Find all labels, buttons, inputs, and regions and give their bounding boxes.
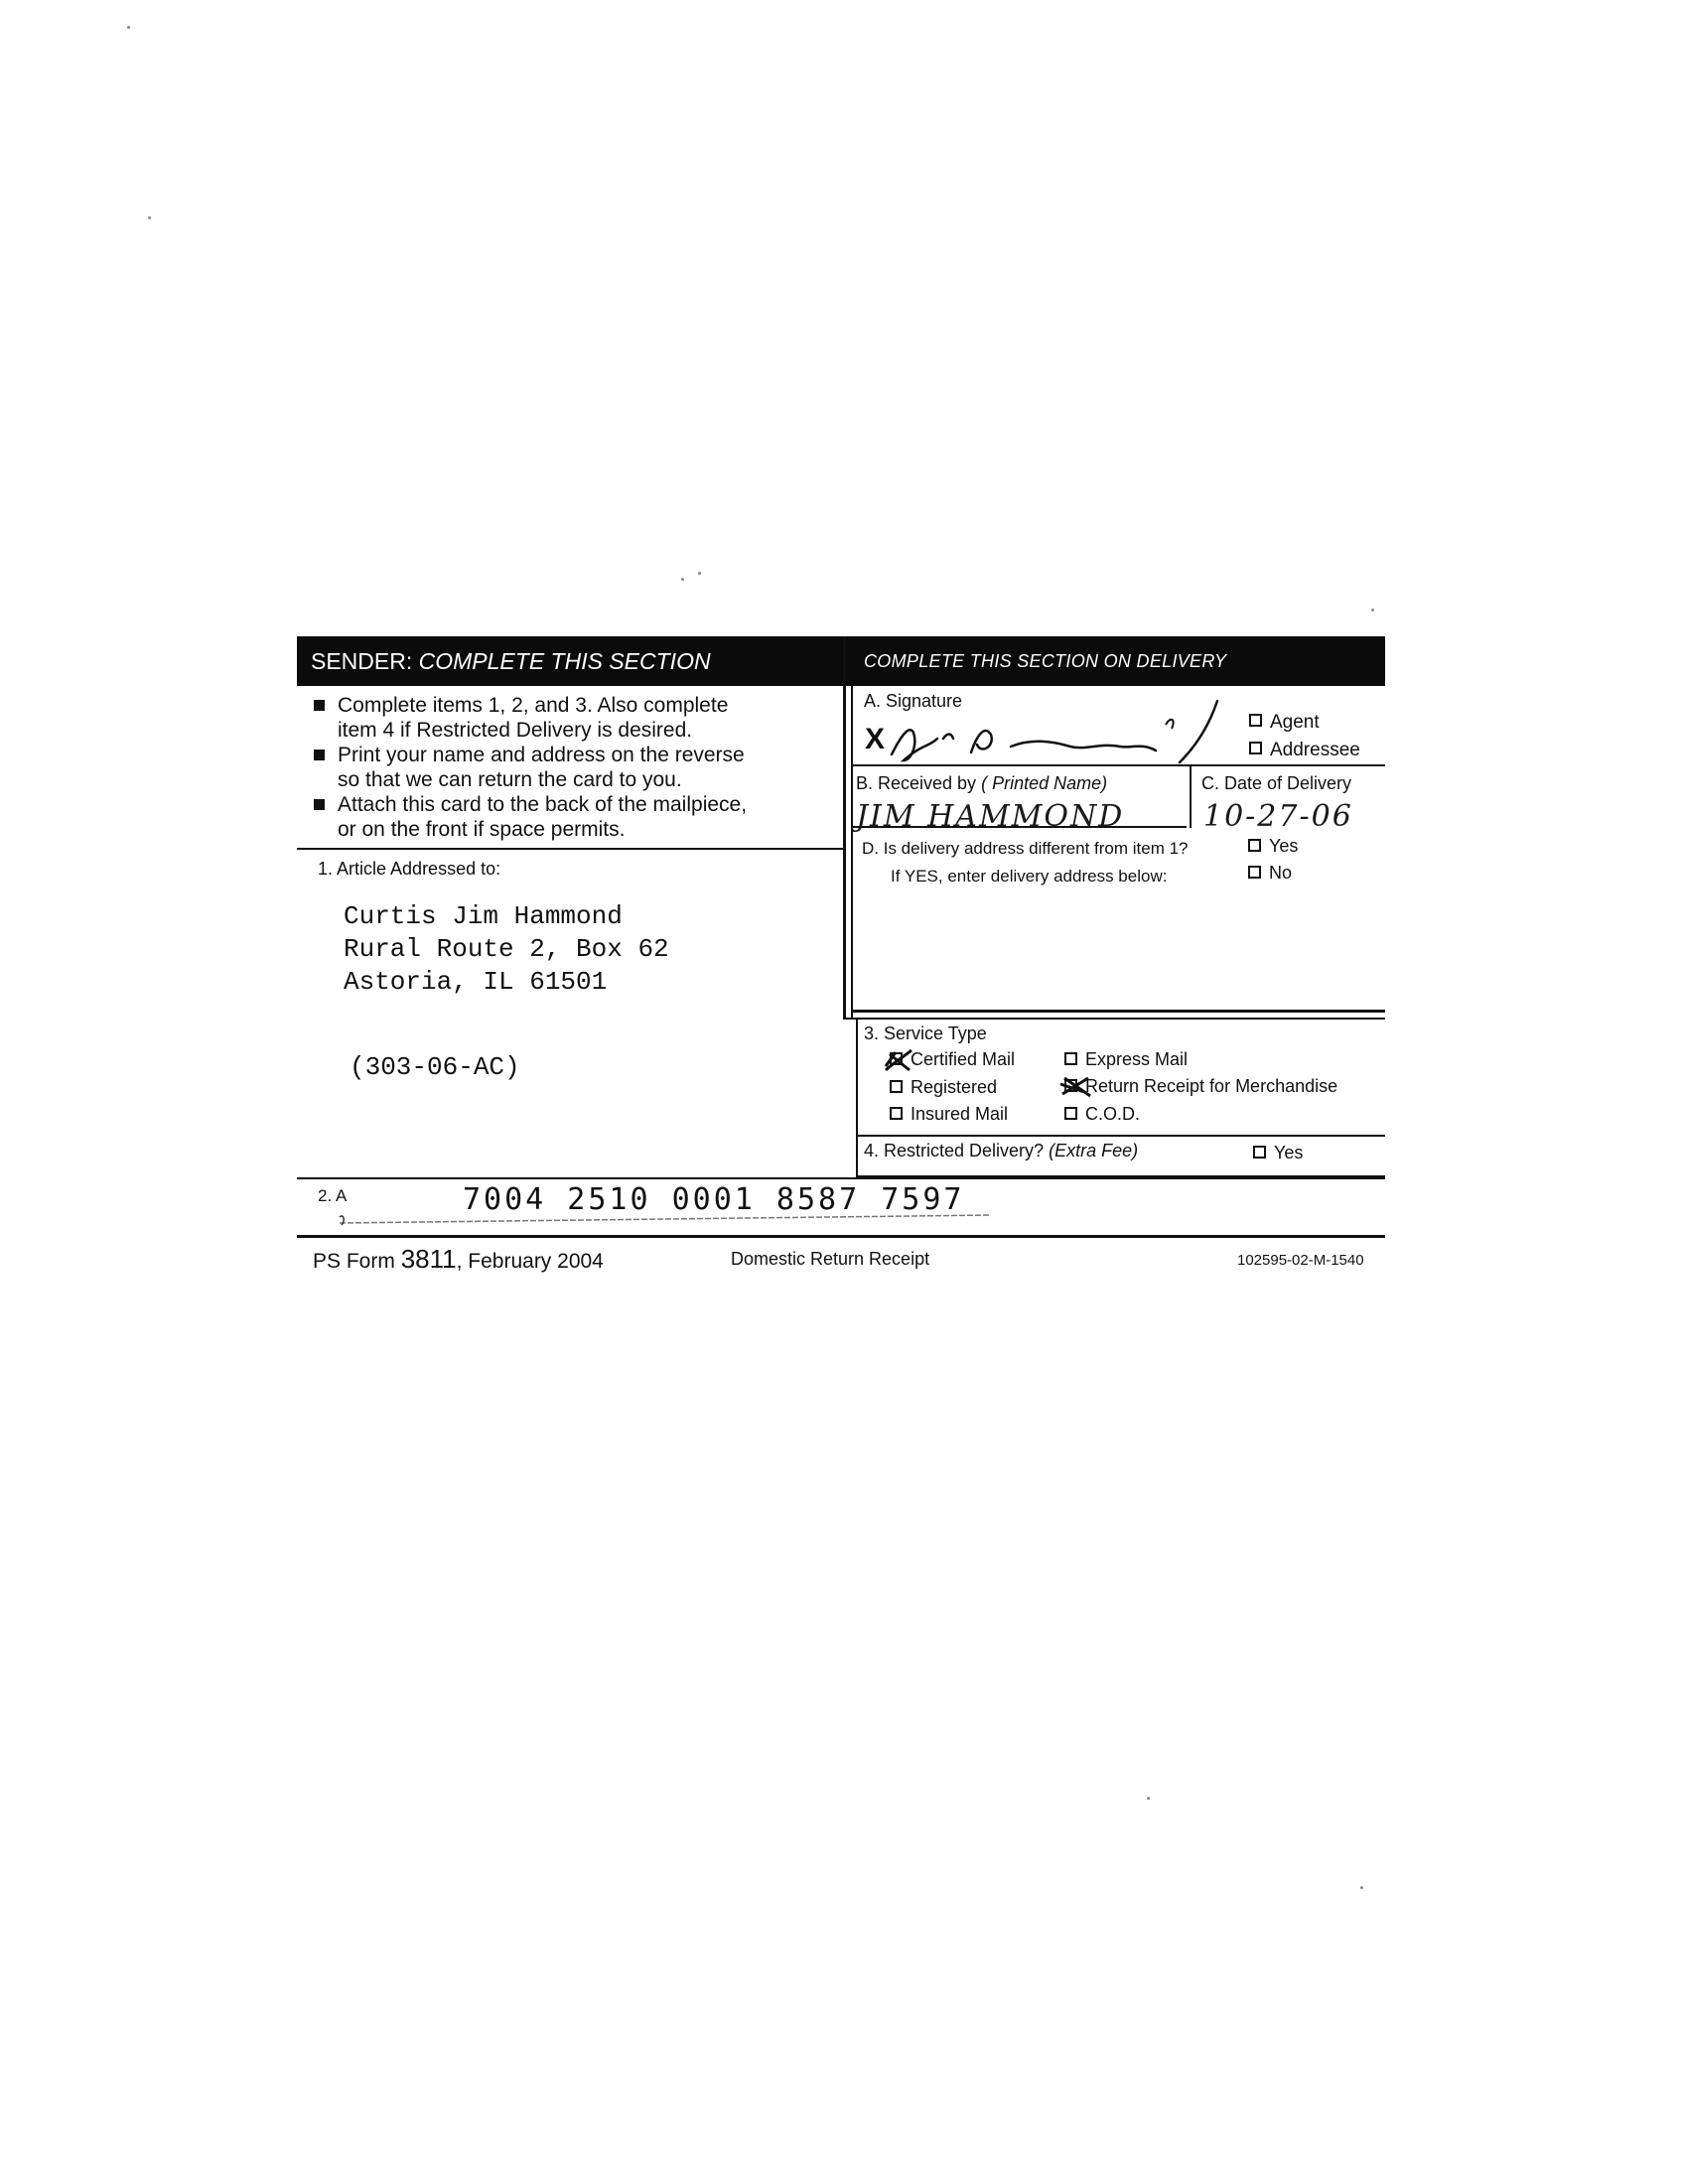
sender-header-emph: COMPLETE THIS SECTION <box>418 647 711 674</box>
express-mail-label: Express Mail <box>1085 1049 1189 1069</box>
reference-code: (303-06-AC) <box>350 1052 520 1082</box>
sender-section-header <box>297 636 843 686</box>
insured-mail-option[interactable] <box>890 1105 1008 1125</box>
cod-option[interactable] <box>1064 1105 1140 1125</box>
restricted-delivery-text: 4. Restricted Delivery? <box>864 1141 1045 1160</box>
received-by-label <box>856 774 1107 794</box>
signature-label: A. Signature <box>864 691 963 711</box>
restricted-yes-option[interactable] <box>1253 1144 1303 1163</box>
return-receipt-option[interactable] <box>1064 1077 1337 1097</box>
bullet-icon <box>314 799 325 810</box>
printed-name-hint: ( Printed Name) <box>981 773 1108 793</box>
delivery-section-header: COMPLETE THIS SECTION ON DELIVERY <box>844 636 1385 686</box>
article-addressed-label: 1. Article Addressed to: <box>318 859 501 879</box>
checkbox-icon[interactable] <box>890 1107 903 1120</box>
instruction-line: or on the front if space permits. <box>338 818 626 841</box>
agent-label: Agent <box>1270 712 1320 733</box>
article-number-label: 2. A <box>318 1186 348 1205</box>
date-of-delivery-value: 10-27-06 <box>1203 799 1353 834</box>
certified-mail-label: Certified Mail <box>911 1049 1016 1069</box>
item-d-no-option[interactable] <box>1248 864 1292 884</box>
instructions-block <box>314 693 747 842</box>
item-d-question: D. Is delivery address different from item 1? <box>862 839 1189 858</box>
date-of-delivery-label: C. Date of Delivery <box>1201 773 1352 793</box>
item-d-yes-option[interactable] <box>1248 837 1298 857</box>
checkbox-icon[interactable] <box>1248 839 1261 852</box>
ps-form-prefix: PS Form <box>313 1250 401 1273</box>
address-line: Rural Route 2, Box 62 <box>344 934 669 964</box>
ps-form-date: , February 2004 <box>456 1250 604 1273</box>
received-by-name: JIM HAMMOND <box>856 799 1125 834</box>
insured-mail-label: Insured Mail <box>911 1104 1009 1124</box>
address-city-state-zip: Astoria, IL 61501 <box>344 967 608 997</box>
extra-fee-hint: (Extra Fee) <box>1049 1141 1139 1160</box>
checkbox-icon[interactable] <box>1064 1052 1077 1065</box>
instruction-line: Attach this card to the back of the mailpiece, <box>338 793 748 816</box>
cod-label: C.O.D. <box>1085 1104 1141 1124</box>
checkbox-icon[interactable] <box>890 1080 903 1093</box>
instruction-line: so that we can return the card to you. <box>338 768 682 791</box>
checkbox-icon[interactable] <box>1064 1107 1077 1120</box>
check-mark-icon <box>882 1044 915 1074</box>
return-receipt-label: Return Receipt for Merchandise <box>1085 1076 1338 1096</box>
addressee-label: Addressee <box>1270 740 1360 760</box>
agent-option[interactable] <box>1249 713 1320 734</box>
bullet-icon <box>314 750 325 760</box>
signature-x: X <box>865 723 886 755</box>
bullet-icon <box>314 700 325 711</box>
faint-underline <box>338 1211 993 1227</box>
no-label: No <box>1269 863 1293 883</box>
footer-code: 102595-02-M-1540 <box>1237 1252 1364 1269</box>
received-by-text: B. Received by <box>856 773 977 793</box>
yes-label: Yes <box>1269 836 1299 856</box>
checkbox-icon[interactable] <box>1249 714 1262 727</box>
restricted-delivery-label <box>864 1142 1138 1161</box>
instruction-line: item 4 if Restricted Delivery is desired. <box>338 719 693 742</box>
service-type-label: 3. Service Type <box>864 1024 987 1043</box>
registered-option[interactable] <box>890 1078 997 1098</box>
instruction-line: Complete items 1, 2, and 3. Also complete <box>338 694 729 717</box>
article-number: 7004 2510 0001 8587 7597 <box>463 1182 965 1217</box>
signature-scribble <box>882 695 1239 774</box>
checkbox-icon[interactable] <box>1248 866 1261 879</box>
sender-header-prefix: SENDER: <box>311 647 413 674</box>
registered-label: Registered <box>911 1077 998 1097</box>
restricted-yes-label: Yes <box>1274 1143 1304 1162</box>
addressee-name: Curtis Jim Hammond <box>344 901 623 931</box>
ps-form-label <box>313 1245 604 1274</box>
addressee-option[interactable] <box>1249 741 1360 761</box>
express-mail-option[interactable] <box>1064 1050 1188 1070</box>
checkbox-icon[interactable] <box>1253 1146 1266 1159</box>
instruction-line: Print your name and address on the reverse <box>338 744 745 766</box>
item-d-instruction: If YES, enter delivery address below: <box>891 867 1168 886</box>
footer-title: Domestic Return Receipt <box>731 1249 930 1269</box>
check-mark-icon <box>1058 1070 1098 1100</box>
ps-form-number: 3811 <box>400 1244 457 1274</box>
checkbox-icon[interactable] <box>1249 742 1262 754</box>
